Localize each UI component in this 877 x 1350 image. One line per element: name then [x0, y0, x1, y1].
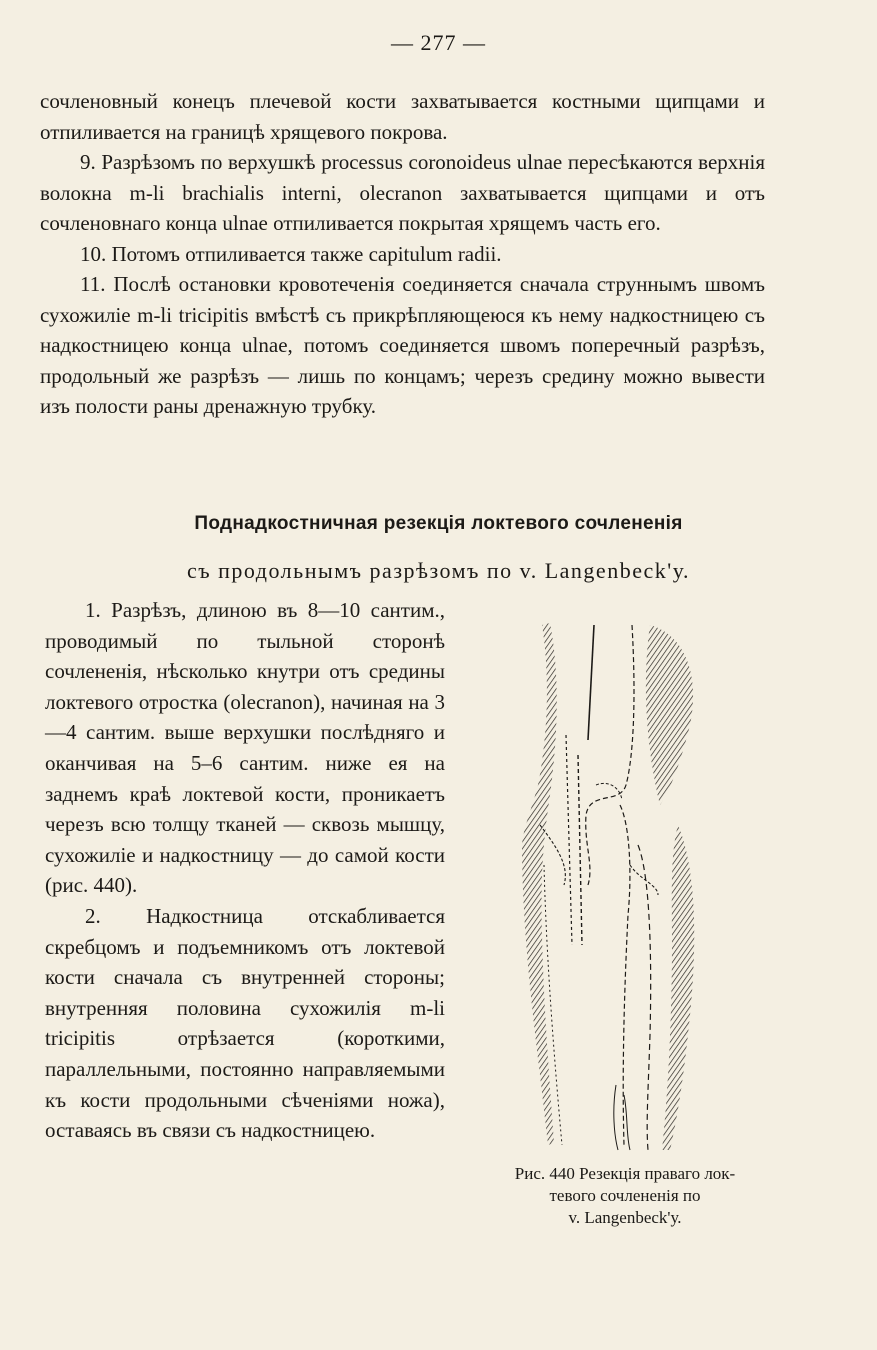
figure-caption-line-2: тевого сочлененія по — [549, 1186, 701, 1205]
paragraph-step-11: 11. Послѣ остановки кровотеченія соединяется сначала струннымъ швомъ сухожиліе m-li tricipitis вмѣстѣ съ прикрѣпляющеюся къ нему надкостницею съ надкостницею конца ulnae, потомъ соединяется швомъ поперечный разрѣзъ, продольный же разрѣзъ — лишь по концамъ; черезъ средину можно вывести изъ полости раны дренажную трубку. — [40, 272, 765, 418]
paragraph-step-10: 10. Потомъ отпиливается также capitulum radii. — [80, 241, 502, 266]
figure-caption-line-3: v. Langenbeck'у. — [568, 1208, 682, 1227]
elbow-illustration — [500, 615, 730, 1160]
left-column-text — [45, 595, 445, 1146]
figure-caption — [460, 1163, 790, 1229]
paragraph-step-2: 2. Надкостница отскабливается скребцомъ и подъемникомъ отъ локтевой кости сначала съ внутренней стороны; внутренняя половина сухожилія m-li tricipitis отрѣзается (короткими, параллельными, постоянно направляемыми къ кости продольными сѣченіями ножа), оставаясь въ связи съ надкостницею. — [45, 903, 445, 1143]
paragraph-step-1: 1. Разрѣзъ, длиною въ 8—10 сантим., проводимый по тыльной сторонѣ сочлененія, нѣсколько кнутри отъ средины локтевого отростка (olecranon), начиная на 3—4 сантим. выше верхушки послѣдняго и оканчивая на 5–6 сантим. ниже ея на заднемъ краѣ локтевой кости, проникаетъ черезъ всю толщу тканей — сквозь мышцу, сухожиліе и надкостницу — до самой кости (рис. 440). — [45, 598, 445, 898]
paragraph-step-9: 9. Разрѣзомъ по верхушкѣ processus coronoideus ulnae пересѣкаются верхнія волокна m-li brachialis interni, olecranon захватывается щипцами и отъ сочленовнаго конца ulnae отпиливается покрытая хрящемъ часть его. — [40, 150, 765, 235]
figure-caption-line-1: Рис. 440 Резекція праваго лок- — [514, 1164, 736, 1183]
section-heading: Поднадкостничная резекція локтевого сочлененія — [194, 513, 683, 534]
figure-440-elbow-resection — [500, 615, 730, 1160]
top-text-block — [40, 86, 765, 422]
section-subheading: съ продольнымъ разрѣзомъ по v. Langenbeck'у. — [187, 558, 690, 583]
page-number: — 277 — — [391, 30, 486, 55]
paragraph-continuation: сочленовный конецъ плечевой кости захватывается костными щипцами и отпиливается на границѣ хрящевого покрова. — [40, 89, 765, 144]
